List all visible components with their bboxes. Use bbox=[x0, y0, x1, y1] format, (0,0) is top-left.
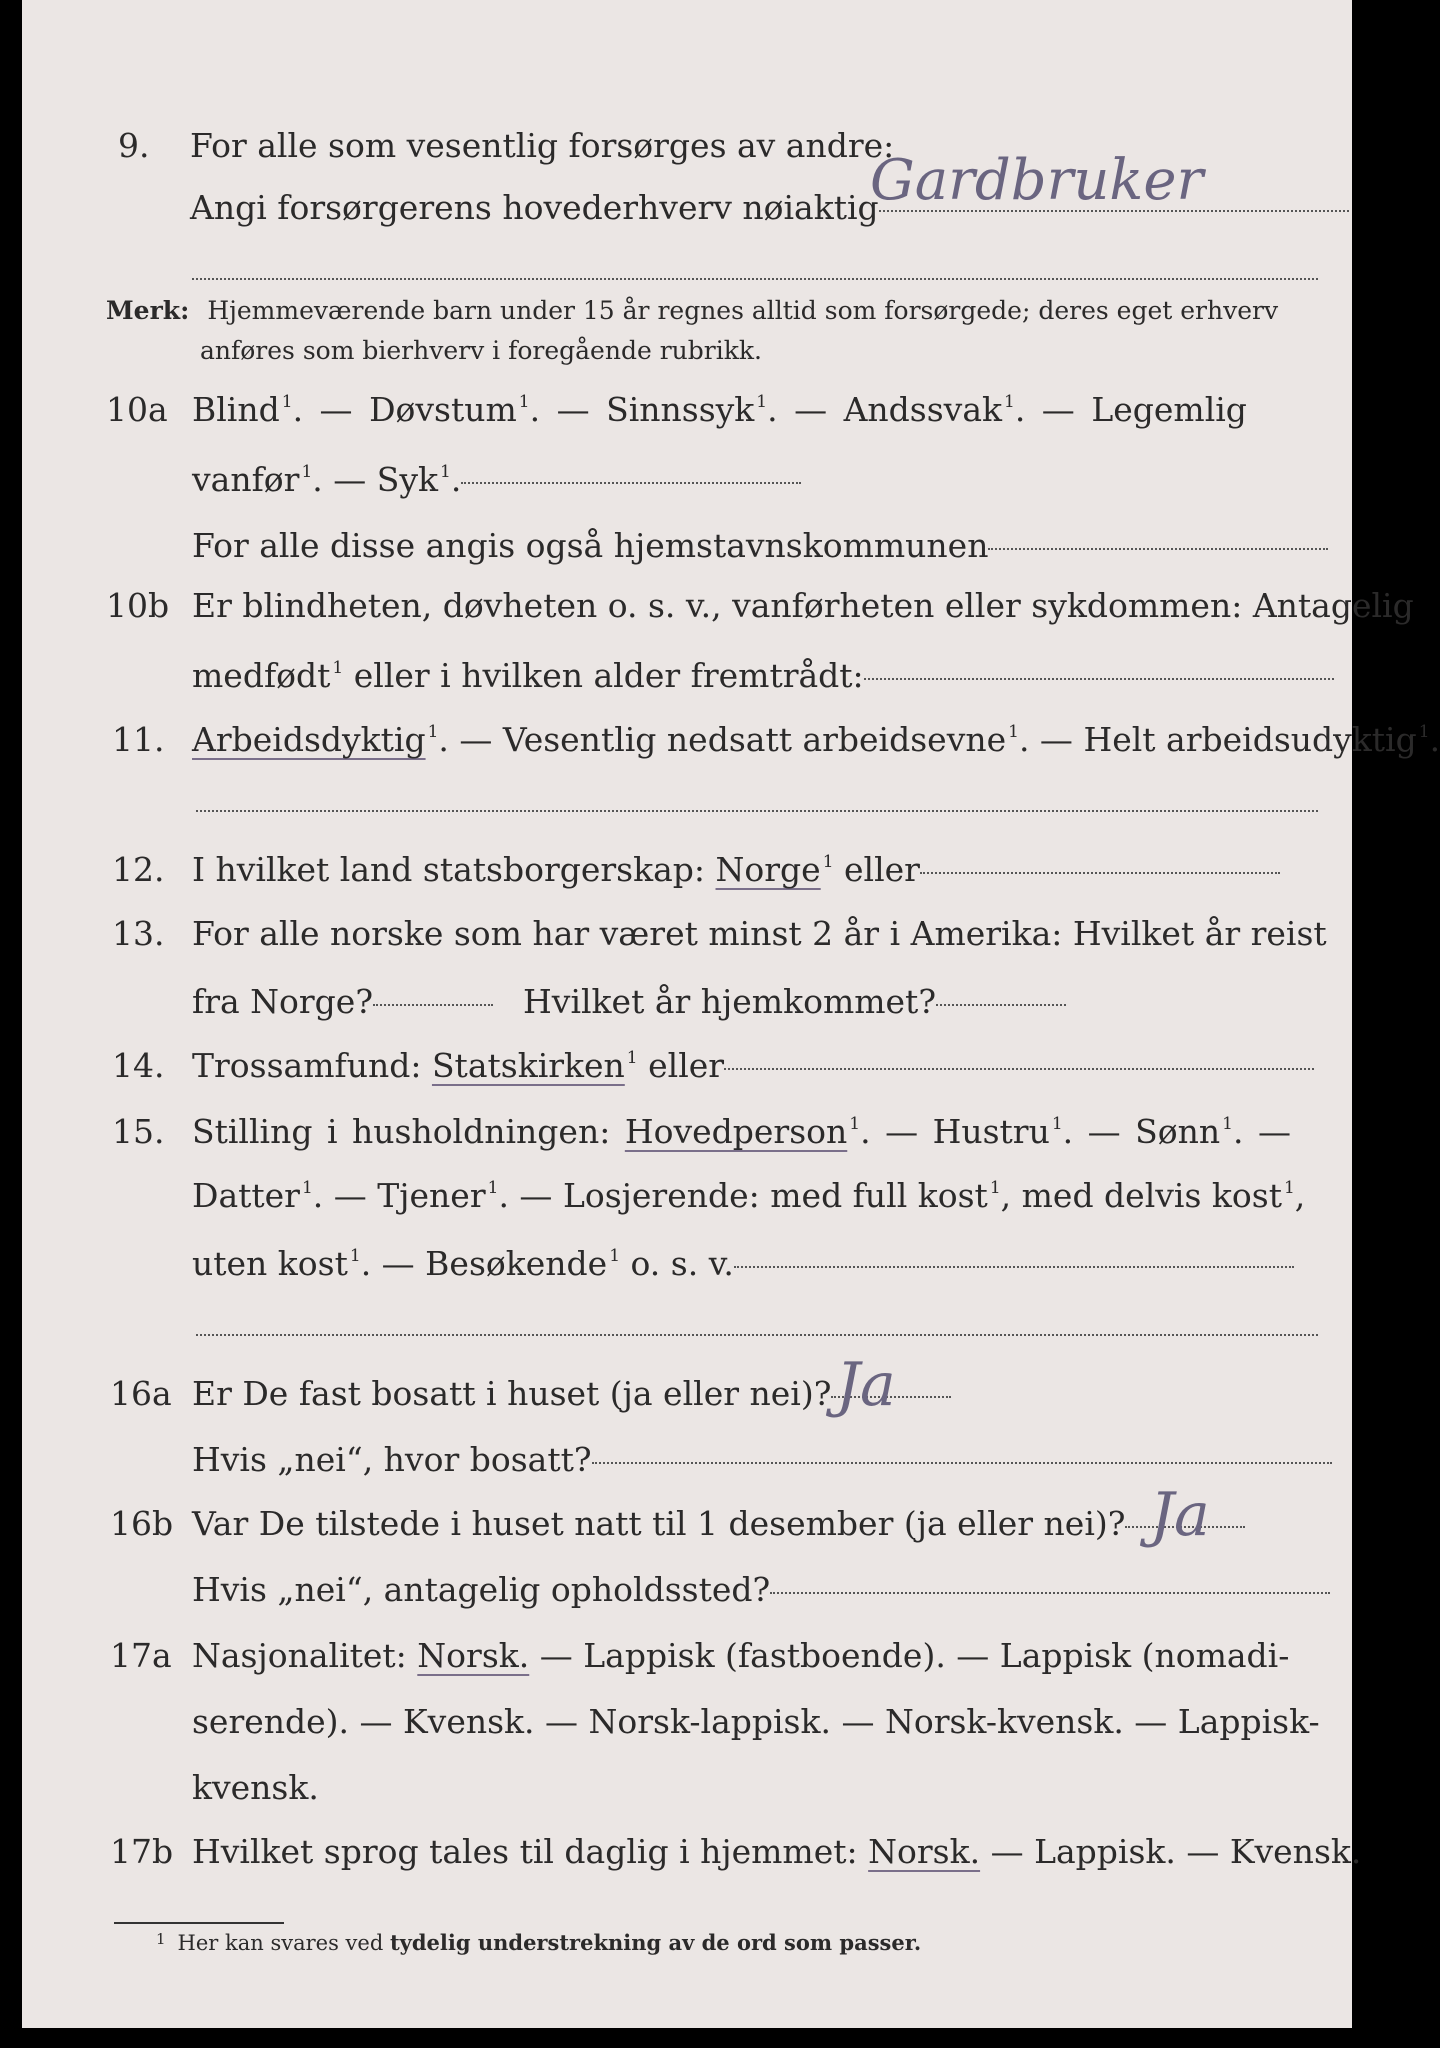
q17b-number: 17b bbox=[110, 1832, 174, 1871]
q15-line1: Stilling i husholdningen: Hovedperson $^1$. — Hustru $^1$. — Sønn $^1$. — bbox=[192, 1112, 1291, 1151]
q12-number: 12. bbox=[112, 850, 165, 889]
q16a-number: 16a bbox=[110, 1374, 172, 1413]
q15-number: 15. bbox=[112, 1112, 165, 1151]
q9-answer: Gardbruker bbox=[870, 148, 1204, 213]
q14-number: 14. bbox=[112, 1046, 165, 1085]
q17a-line3: kvensk. bbox=[192, 1768, 319, 1807]
merk-line2: anføres som bierhverv i foregående rubrikk. bbox=[200, 336, 762, 365]
q9-number: 9. bbox=[118, 126, 150, 165]
footnote: $^1$ Her kan svares ved tydelig understrekning av de ord som passer. bbox=[156, 1930, 922, 1955]
q15-line3: uten kost $^1$. — Besøkende $^1$ o. s. v. bbox=[192, 1244, 1294, 1283]
q12-line: I hvilket land statsborgerskap: Norge $^1$ eller bbox=[192, 850, 1280, 889]
q10b-line2: medfødt $^1$ eller i hvilken alder fremtrådt: bbox=[192, 656, 1334, 695]
q16a-line2: Hvis „nei“, hvor bosatt? bbox=[192, 1440, 1332, 1479]
q11-line: Arbeidsdyktig $^1$. — Vesentlig nedsatt arbeidsevne $^1$. — Helt arbeidsudyktig $^1$. bbox=[192, 720, 1440, 759]
q10a-line2: vanfør $^1$. — Syk $^1$. bbox=[192, 460, 801, 499]
q15-line2: Datter $^1$. — Tjener $^1$. — Losjerende: med full kost $^1$, med delvis kost $^1$, bbox=[192, 1176, 1306, 1215]
q16b-number: 16b bbox=[110, 1504, 174, 1543]
q10b-line1: Er blindheten, døvheten o. s. v., vanførheten eller sykdommen: Antagelig bbox=[192, 586, 1414, 625]
q16b-line2: Hvis „nei“, antagelig opholdssted? bbox=[192, 1570, 1330, 1609]
q13-line1: For alle norske som har været minst 2 år i Amerika: Hvilket år reist bbox=[192, 914, 1327, 953]
q9-line1: For alle som vesentlig forsørges av andre: bbox=[190, 126, 895, 165]
q17a-line1: Nasjonalitet: Norsk. — Lappisk (fastboende). — Lappisk (nomadi- bbox=[192, 1636, 1290, 1675]
q10a-number: 10a bbox=[106, 390, 168, 429]
q17b-line: Hvilket sprog tales til daglig i hjemmet: Norsk. — Lappisk. — Kvensk. bbox=[192, 1832, 1362, 1871]
q11-separator bbox=[196, 810, 1318, 812]
merk-line1: Merk: Hjemmeværende barn under 15 år regnes alltid som forsørgede; deres eget erhverv bbox=[106, 296, 1279, 325]
q16b-answer: Ja bbox=[1150, 1480, 1210, 1550]
q10b-number: 10b bbox=[106, 586, 170, 625]
q16a-answer: Ja bbox=[836, 1350, 896, 1420]
q14-line: Trossamfund: Statskirken $^1$ eller bbox=[192, 1046, 1314, 1085]
q17a-line2: serende). — Kvensk. — Norsk-lappisk. — Norsk-kvensk. — Lappisk- bbox=[192, 1702, 1320, 1741]
q17a-number: 17a bbox=[110, 1636, 172, 1675]
q10a-line3: For alle disse angis også hjemstavnskommunen bbox=[192, 526, 1328, 565]
q9-line2: Angi forsørgerens hovederhverv nøiaktig bbox=[190, 188, 1349, 227]
q15-separator bbox=[196, 1334, 1318, 1336]
q13-number: 13. bbox=[112, 914, 165, 953]
q16b-line1: Var De tilstede i huset natt til 1 desember (ja eller nei)? bbox=[192, 1504, 1245, 1543]
q11-number: 11. bbox=[112, 720, 165, 759]
q9-separator bbox=[192, 278, 1318, 280]
q13-line2: fra Norge? Hvilket år hjemkommet? bbox=[192, 982, 1066, 1021]
q10a-line1: Blind $^1$. — Døvstum $^1$. — Sinnssyk $^1$. — Andssvak $^1$. — Legemlig bbox=[192, 390, 1247, 429]
footnote-rule bbox=[114, 1922, 284, 1924]
q16a-line1: Er De fast bosatt i huset (ja eller nei)? bbox=[192, 1374, 951, 1413]
